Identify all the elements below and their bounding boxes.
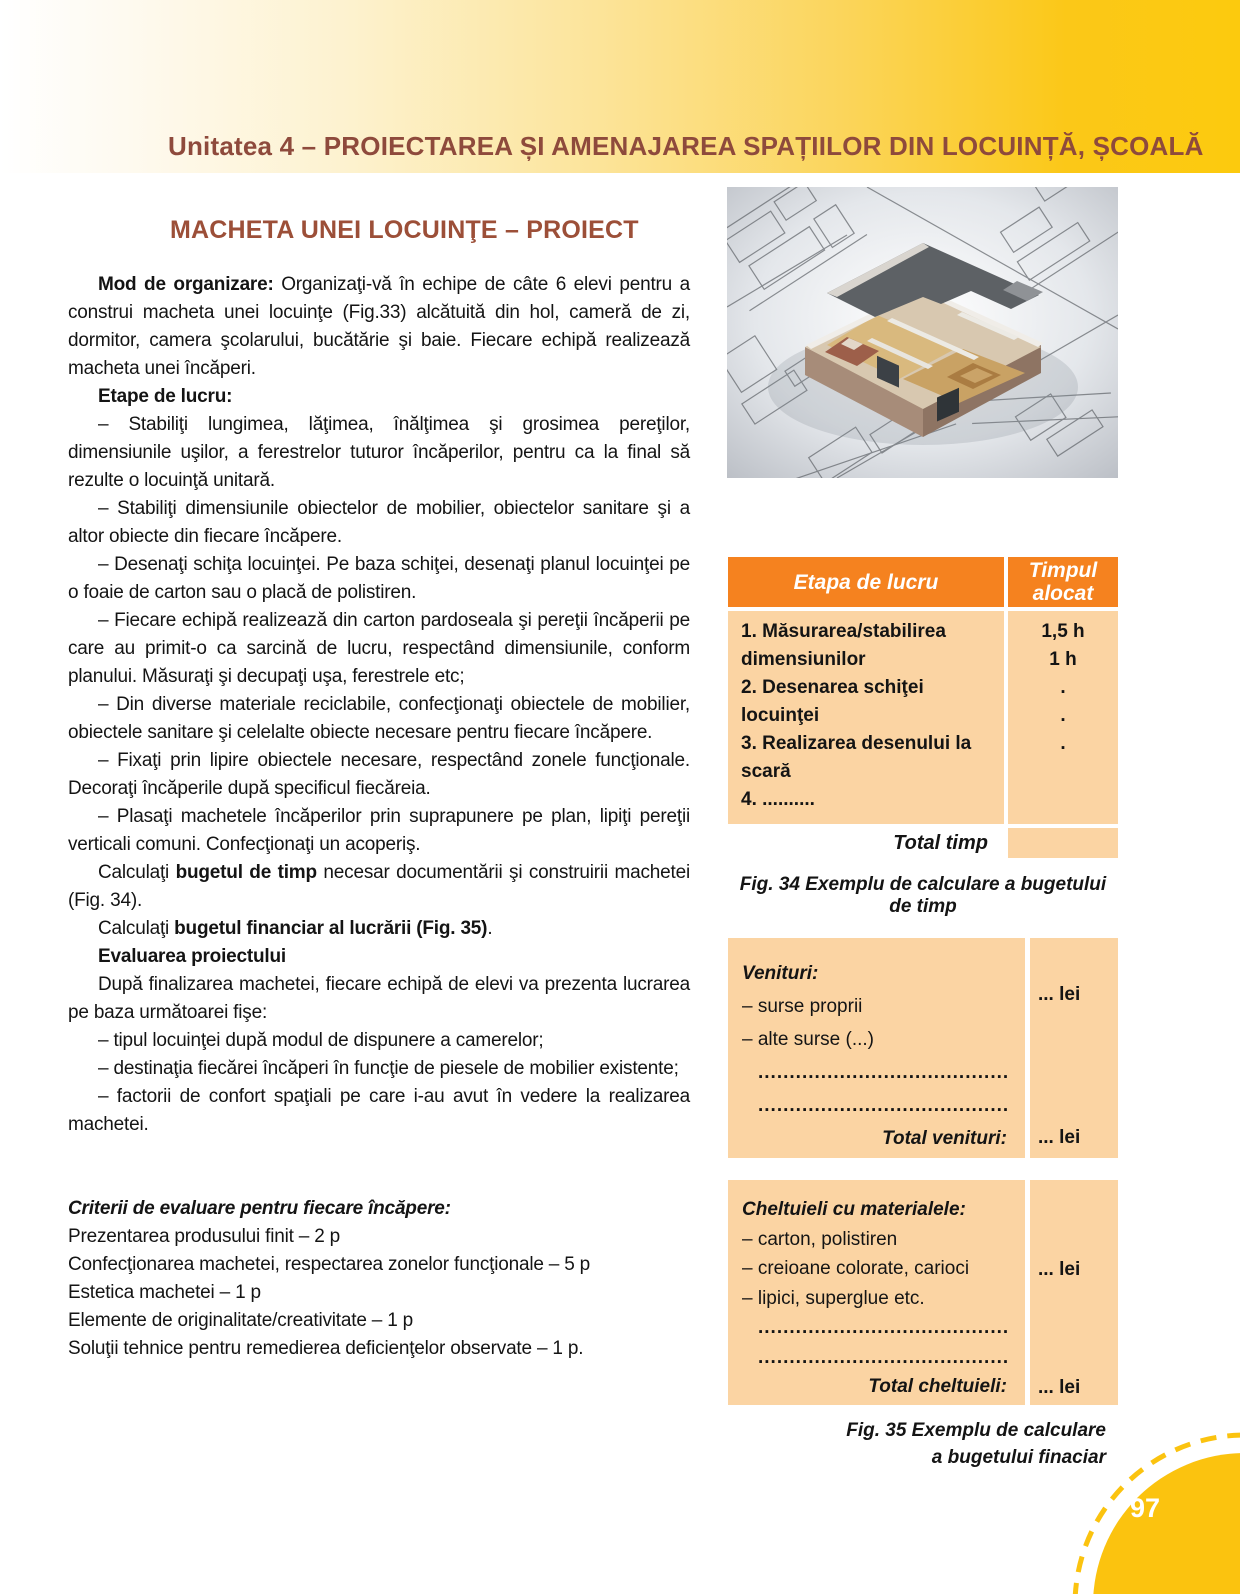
eval-item: – factorii de confort spaţiali pe care i-au avut în vedere la realizarea machetei. (68, 1086, 690, 1135)
table-header-row (728, 557, 1118, 607)
expense-item: – creioane colorate, carioci (742, 1258, 970, 1279)
expense-total-amount: ... lei (1038, 1377, 1081, 1398)
income-main-cell (728, 938, 1025, 1158)
dotted-line: ........................................ (758, 1346, 1010, 1368)
income-total-label: Total venituri: (882, 1128, 1007, 1149)
table-stages-cell (728, 611, 1004, 824)
stage-item: 2. Desenarea schiţei locuinţei (741, 677, 924, 726)
stage-item: 3. Realizarea desenului la scară (741, 733, 972, 782)
expense-item: – lipici, superglue etc. (742, 1287, 925, 1309)
corner-circle-decoration (1005, 1359, 1240, 1594)
step-item: – Desenaţi schiţa locuinţei. Pe baza schiţei, desenaţi planul locuinţei pe o foaie de carton sau o placă de polistiren. (68, 554, 690, 603)
time-value: 1 h (1049, 649, 1077, 670)
column-header-timp: Timpul alocat (1008, 557, 1118, 607)
criteria-section (68, 1195, 690, 1363)
time-budget-table (728, 557, 1118, 918)
criteria-item: Estetica machetei – 1 p (68, 1282, 261, 1303)
criteria-item: Soluţii tehnice pentru remedierea deficienţelor observate – 1 p. (68, 1338, 584, 1359)
step-item: – Stabiliţi dimensiunile obiectelor de mobilier, obiectelor sanitare şi a altor obiecte din fiecare încăpere. (68, 498, 690, 547)
unit-title: Unitatea 4 – PROIECTAREA ȘI AMENAJAREA SPAȚIILOR DIN LOCUINȚĂ, ȘCOALĂ (168, 131, 1204, 161)
heading-evaluare: Evaluarea proiectului (98, 946, 286, 967)
dotted-line: ........................................ (758, 1062, 1010, 1083)
fig35-caption-line2: a bugetului finaciar (931, 1447, 1106, 1468)
step-item: – Fiecare echipă realizează din carton pardoseala şi pereţii încăperii pe care au primit-o ca sarcină de lucru, respectând dimensiunile, conform planului. Măsuraţi şi decupaţi uşa, ferestrele etc; (68, 610, 690, 687)
expense-item: – carton, polistiren (742, 1228, 898, 1250)
page-title: MACHETA UNEI LOCUINŢE – PROIECT (170, 216, 639, 244)
stage-item: 1. Măsurarea/stabilirea dimensiunilor (741, 621, 946, 670)
eval-item: – tipul locuinţei după modul de dispunere a camerelor; (98, 1030, 544, 1051)
bold-run: bugetul de timp (175, 862, 317, 883)
income-amount: ... lei (1038, 984, 1081, 1005)
income-title: Venituri: (742, 963, 819, 984)
paragraph-organizare (68, 271, 690, 383)
column-header-etapa: Etapa de lucru (728, 557, 1004, 607)
table-body-row (728, 611, 1118, 824)
dotted-line: ........................................ (758, 1095, 1010, 1116)
criteria-heading: Criterii de evaluare pentru fiecare încăpere: (68, 1198, 451, 1219)
step-item: – Stabiliţi lungimea, lăţimea, înălţimea şi grosimea pereţilor, dimensiunile uşilor, a ferestrelor tuturor încăperilor, pentru ca la final să rezulte o locuinţă unitară. (68, 414, 690, 491)
stage-item: 4. .......... (741, 789, 815, 810)
expense-main-cell (728, 1180, 1025, 1405)
text-run: Organizaţi-vă în echipe de câte 6 elevi pentru a construi macheta unei locuinţe (Fig.33) alcătuită din hol, cameră de zi, dormitor, camera şcolarului, bucătărie şi baie. Fiecare echipă realizează macheta unei încăperi. (68, 274, 690, 379)
paragraph-eval-intro: După finalizarea machetei, fiecare echipă de elevi va prezenta lucrarea pe baza următoarei fişe: (68, 974, 690, 1023)
fig33-house-blueprint-image (727, 187, 1118, 478)
text-run: Calculaţi (98, 918, 175, 939)
bold-run: bugetul financiar al lucrării (Fig. 35) (174, 918, 488, 939)
text-run: . (487, 918, 493, 939)
fig34-caption: Fig. 34 Exemplu de calculare a bugetului de timp (739, 874, 1107, 917)
time-value: . (1060, 705, 1066, 726)
expense-title: Cheltuieli cu materialele: (742, 1199, 966, 1220)
total-timp-label: Total timp (893, 832, 988, 854)
table-total-row (728, 828, 1118, 858)
paragraph-buget-financiar (68, 915, 690, 943)
page-number: 97 (1129, 1493, 1160, 1523)
total-timp-value-cell (1008, 828, 1118, 858)
fig35-caption-line1: Fig. 35 Exemplu de calculare (846, 1420, 1106, 1441)
text-run: necesar documentării şi construirii machetei (Fig. 34). (68, 862, 690, 911)
criteria-item: Prezentarea produsului finit – 2 p (68, 1226, 341, 1247)
time-value: . (1060, 733, 1066, 754)
step-item: – Din diverse materiale reciclabile, confecţionaţi obiectele de mobilier, obiectele sanitare şi celelalte obiecte necesare pentru fiecare încăpere. (68, 694, 690, 743)
income-total-amount: ... lei (1038, 1127, 1081, 1148)
income-amount-cell (1030, 938, 1118, 1158)
paragraph-buget-timp (68, 859, 690, 915)
criteria-item: Confecţionarea machetei, respectarea zonelor funcţionale – 5 p (68, 1254, 591, 1275)
step-item: – Fixaţi prin lipire obiectele necesare, respectând zonele funcţionale. Decoraţi încăperile după specificul fiecăreia. (68, 750, 690, 799)
eval-item: – destinaţia fiecărei încăperi în funcţie de piesele de mobilier existente; (98, 1058, 679, 1079)
expense-amount: ... lei (1038, 1259, 1081, 1280)
income-box (728, 938, 1118, 1158)
unit-header-band (0, 0, 1240, 173)
text-run: Calculaţi (98, 862, 176, 883)
income-item: – surse proprii (742, 996, 863, 1017)
criteria-item: Elemente de originalitate/creativitate – 1 p (68, 1310, 414, 1331)
time-value: . (1060, 677, 1066, 698)
bold-run: Mod de organizare: (98, 274, 274, 295)
income-item: – alte surse (...) (742, 1029, 874, 1050)
expense-total-label: Total cheltuieli: (868, 1376, 1007, 1397)
dotted-line: ........................................ (758, 1317, 1010, 1338)
table-times-cell (1008, 611, 1118, 824)
heading-etape: Etape de lucru: (98, 386, 233, 407)
time-value: 1,5 h (1041, 621, 1085, 642)
main-text-column (68, 271, 690, 1363)
step-item: – Plasaţi machetele încăperilor prin suprapunere pe plan, lipiţi pereţii verticali comuni. Confecţionaţi un acoperiş. (68, 806, 690, 855)
